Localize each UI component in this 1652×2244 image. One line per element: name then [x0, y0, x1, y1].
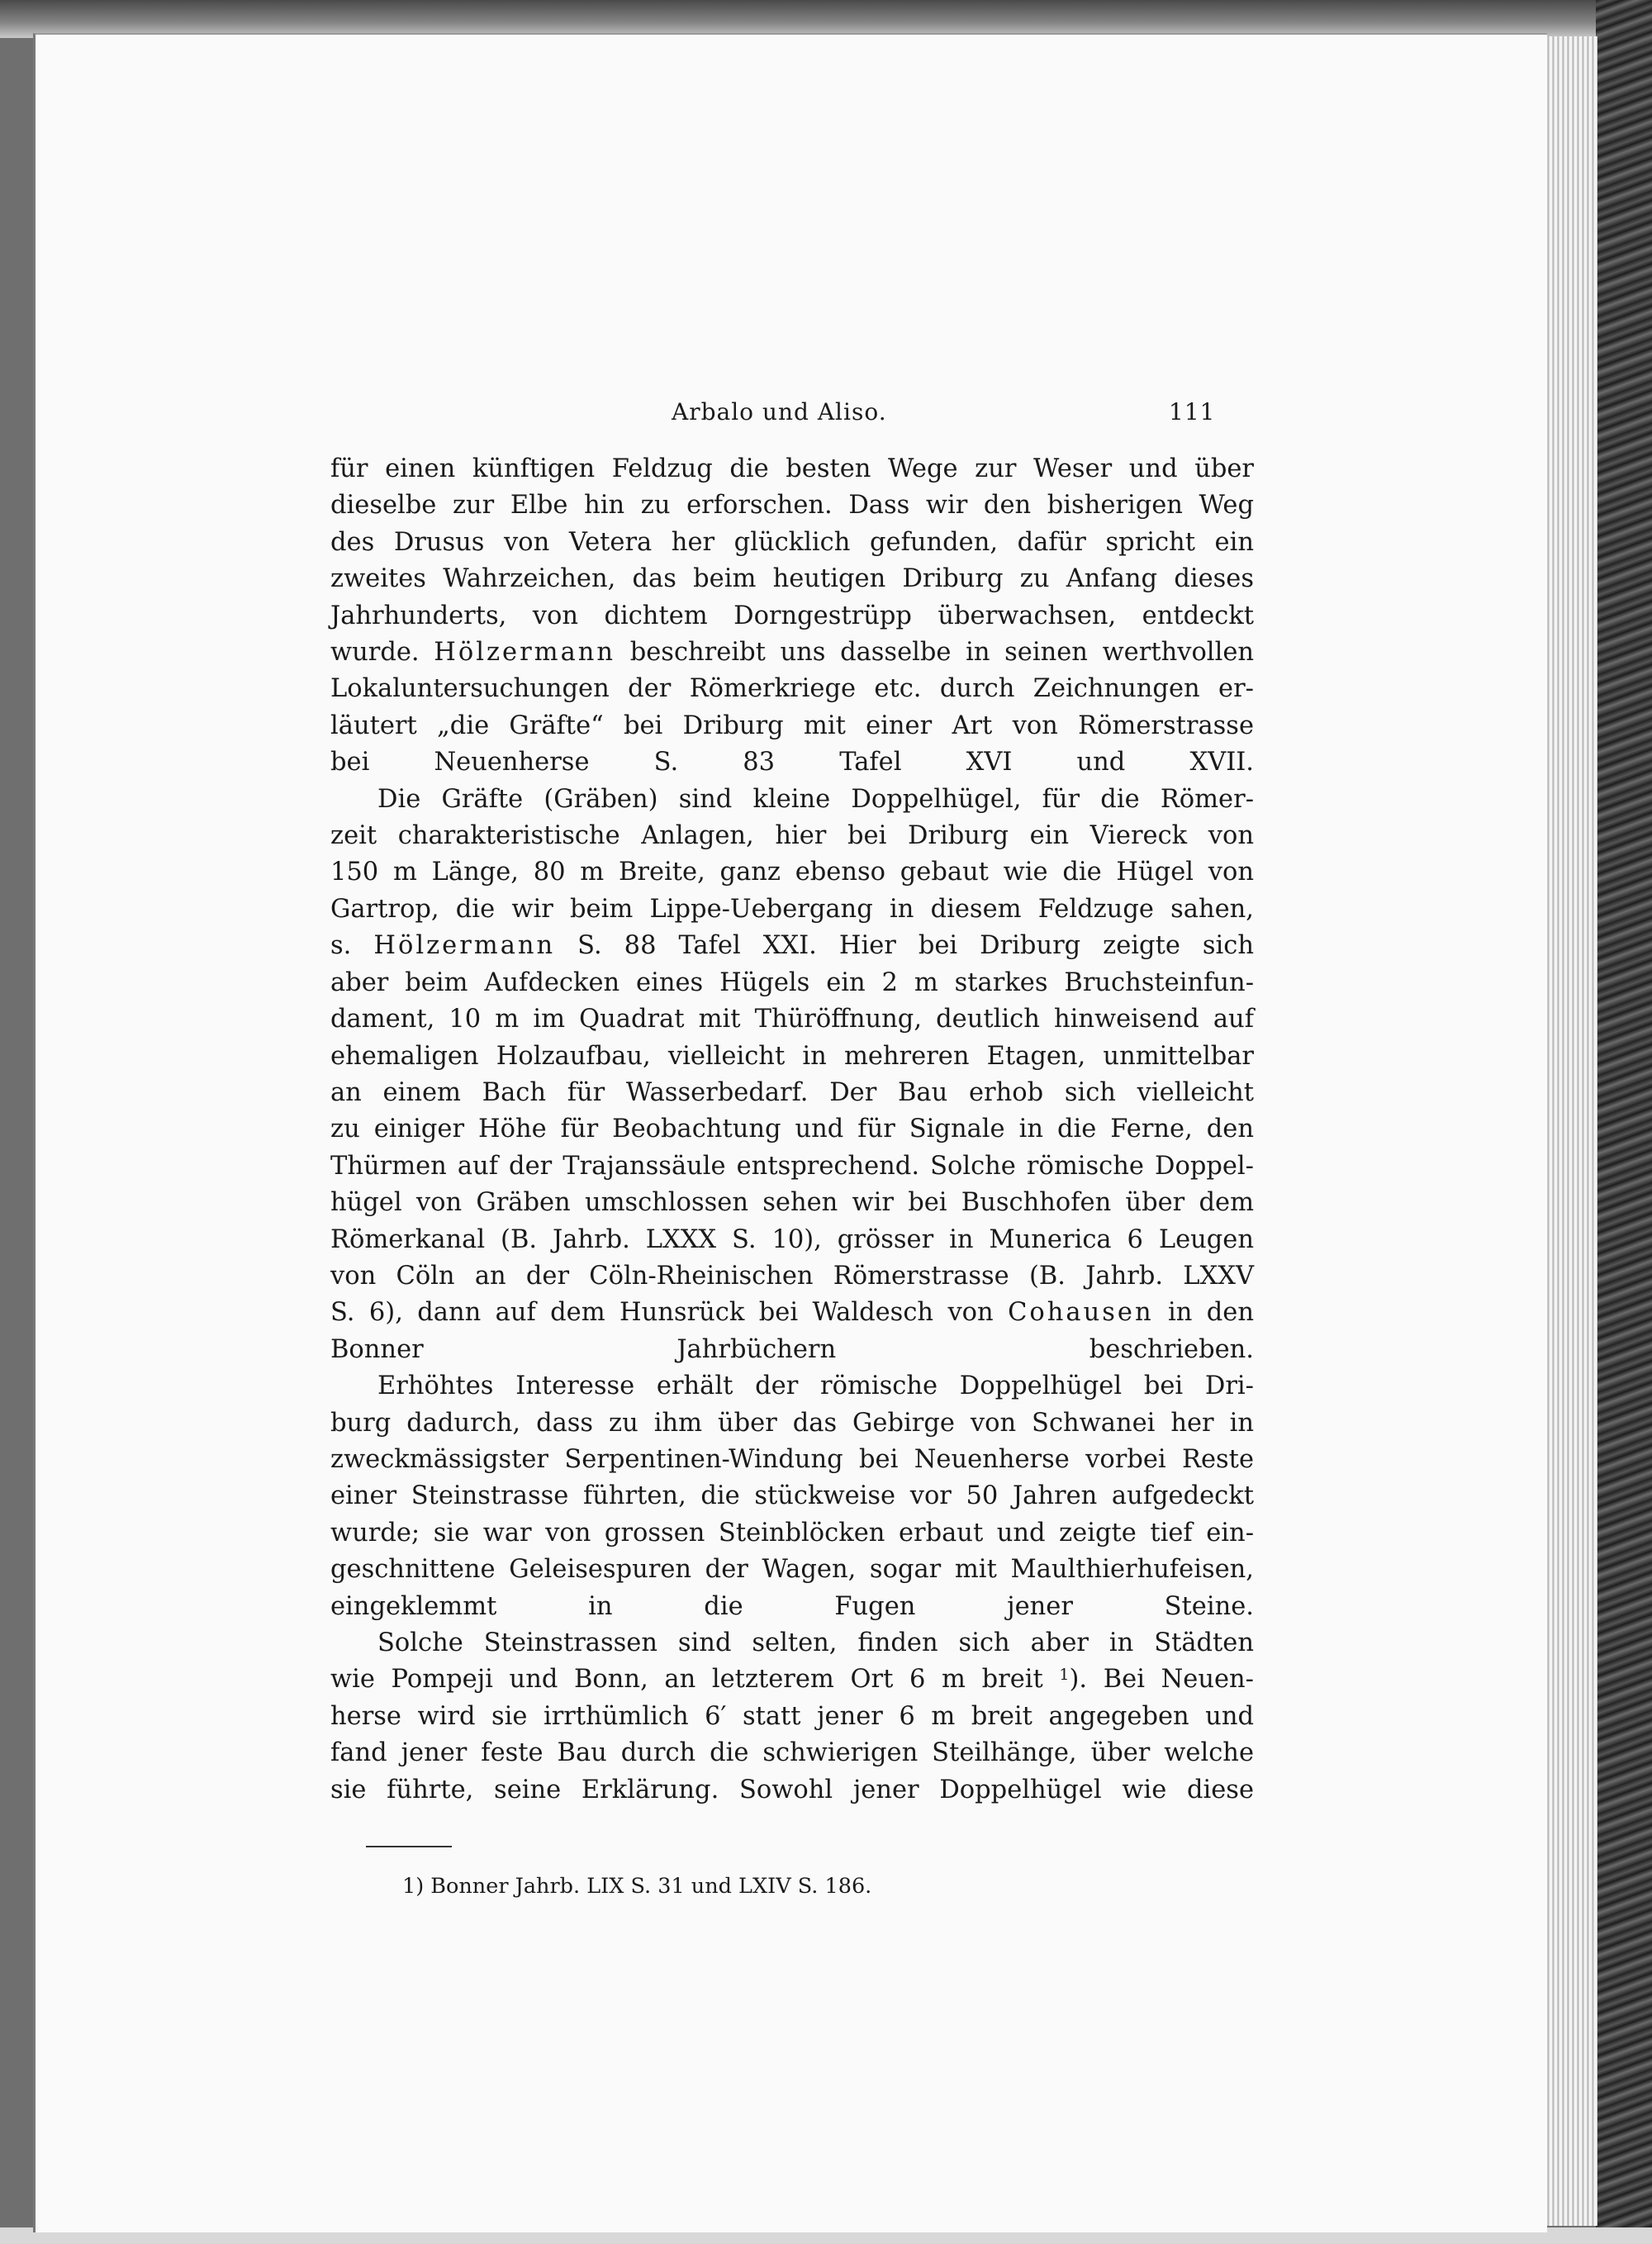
text-line: zeit charakteristische Anlagen, hier bei Driburg ein Viereck von: [330, 821, 1254, 851]
paragraph-3: [330, 1368, 1254, 1625]
book-page-edges: [1543, 36, 1597, 2226]
text-line: Römerkanal (B. Jahrb. LXXX S. 10), grösser in Munerica 6 Leugen: [330, 1224, 1254, 1254]
text-line: zu einiger Höhe für Beobachtung und für Signale in die Ferne, den: [330, 1115, 1254, 1144]
text-line: herse wird sie irrthümlich 6′ statt jener 6 m breit angegeben und: [330, 1701, 1254, 1731]
page-number: 111: [1169, 398, 1216, 426]
text-line: geschnittene Geleisespuren der Wagen, sogar mit Maulthierhufeisen,: [330, 1555, 1254, 1585]
footnote-text: Bonner Jahrb. LIX S. 31 und LXIV S. 186.: [430, 1874, 872, 1899]
text-line: hügel von Gräben umschlossen sehen wir bei Buschhofen über dem: [330, 1188, 1254, 1218]
book-page: [33, 33, 1547, 2232]
text-line: Jahrhunderts, von dichtem Dorngestrüpp überwachsen, entdeckt: [330, 601, 1254, 630]
text-line: Bonner Jahrbüchern beschrieben.: [330, 1334, 1254, 1364]
text-line: dieselbe zur Elbe hin zu erforschen. Dass wir den bisherigen Weg: [330, 491, 1254, 521]
text-line: läutert „die Gräfte“ bei Driburg mit einer Art von Römerstrasse: [330, 711, 1254, 740]
text-line: dament, 10 m im Quadrat mit Thüröffnung, deutlich hinweisend auf: [330, 1005, 1254, 1034]
author-name: Hölzermann: [434, 638, 616, 668]
scan-background-binding: [1596, 0, 1652, 2244]
text-line-start: S. 6), dann auf dem Hunsrück bei Waldesch von: [330, 1298, 994, 1328]
text-line: zweckmässigster Serpentinen-Windung bei Neuenherse vorbei Reste: [330, 1444, 1254, 1474]
text-line: fand jener feste Bau durch die schwierigen Steilhänge, über welche: [330, 1738, 1254, 1768]
text-line-end: in den: [1167, 1298, 1254, 1328]
paragraph-2: [330, 782, 1254, 1369]
running-title: Arbalo und Aliso.: [672, 398, 887, 426]
text-line: 150 m Länge, 80 m Breite, ganz ebenso gebaut wie die Hügel von: [330, 858, 1254, 887]
text-line: Die Gräfte (Gräben) sind kleine Doppelhügel, für die Römer-: [377, 784, 1254, 814]
text-line: Thürmen auf der Trajanssäule entsprechend. Solche römische Doppel-: [330, 1151, 1254, 1181]
paragraph-1: [330, 451, 1254, 782]
text-line: einer Steinstrasse führten, die stückweise vor 50 Jahren aufgedeckt: [330, 1481, 1254, 1511]
paragraph-4: [330, 1625, 1254, 1809]
footnote-marker: 1): [402, 1874, 425, 1899]
footnote-reference[interactable]: 1: [1059, 1666, 1070, 1685]
text-line-start: wie Pompeji und Bonn, an letzterem Ort 6 m breit: [330, 1665, 1043, 1695]
text-line: burg dadurch, dass zu ihm über das Gebirge von Schwanei her in: [330, 1408, 1254, 1438]
text-line: wurde; sie war von grossen Steinblöcken erbaut und zeigte tief ein-: [330, 1518, 1254, 1548]
text-line: des Drusus von Vetera her glücklich gefunden, dafür spricht ein: [330, 527, 1254, 557]
text-line: Lokaluntersuchungen der Römerkriege etc. durch Zeichnungen er-: [330, 674, 1254, 704]
text-line: für einen künftigen Feldzug die besten Wege zur Weser und über: [330, 454, 1254, 483]
text-line: Gartrop, die wir beim Lippe-Uebergang in diesem Feldzuge sahen,: [330, 894, 1254, 924]
footnote-divider: [366, 1846, 452, 1847]
body-text: [330, 451, 1254, 1809]
text-line: sie führte, seine Erklärung. Sowohl jener Doppelhügel wie diese: [330, 1775, 1254, 1804]
page-header: [36, 398, 1547, 431]
text-line-end: S. 88 Tafel XXI. Hier bei Driburg zeigte sich: [577, 931, 1254, 961]
text-line: ehemaligen Holzaufbau, vielleicht in mehreren Etagen, unmittelbar: [330, 1041, 1254, 1071]
author-name: Hölzermann: [373, 931, 556, 961]
text-line: zweites Wahrzeichen, das beim heutigen Driburg zu Anfang dieses: [330, 564, 1254, 594]
text-line: eingeklemmt in die Fugen jener Steine.: [330, 1591, 1254, 1621]
text-line-end: ). Bei Neuen-: [1069, 1665, 1254, 1695]
text-line-end: beschreibt uns dasselbe in seinen werthvollen: [629, 638, 1255, 668]
author-name: Cohausen: [1008, 1298, 1154, 1328]
text-line: von Cöln an der Cöln-Rheinischen Römerstrasse (B. Jahrb. LXXV: [330, 1261, 1254, 1291]
text-line: an einem Bach für Wasserbedarf. Der Bau erhob sich vielleicht: [330, 1077, 1254, 1107]
text-line: Erhöhtes Interesse erhält der römische Doppelhügel bei Dri-: [377, 1372, 1254, 1401]
text-line: aber beim Aufdecken eines Hügels ein 2 m starkes Bruchsteinfun-: [330, 967, 1254, 997]
text-line: Solche Steinstrassen sind selten, finden sich aber in Städten: [377, 1628, 1254, 1657]
text-line-start: wurde.: [330, 638, 420, 668]
text-line-start: s.: [330, 931, 352, 961]
footnote: [402, 1874, 871, 1899]
text-line: bei Neuenherse S. 83 Tafel XVI und XVII.: [330, 748, 1254, 777]
